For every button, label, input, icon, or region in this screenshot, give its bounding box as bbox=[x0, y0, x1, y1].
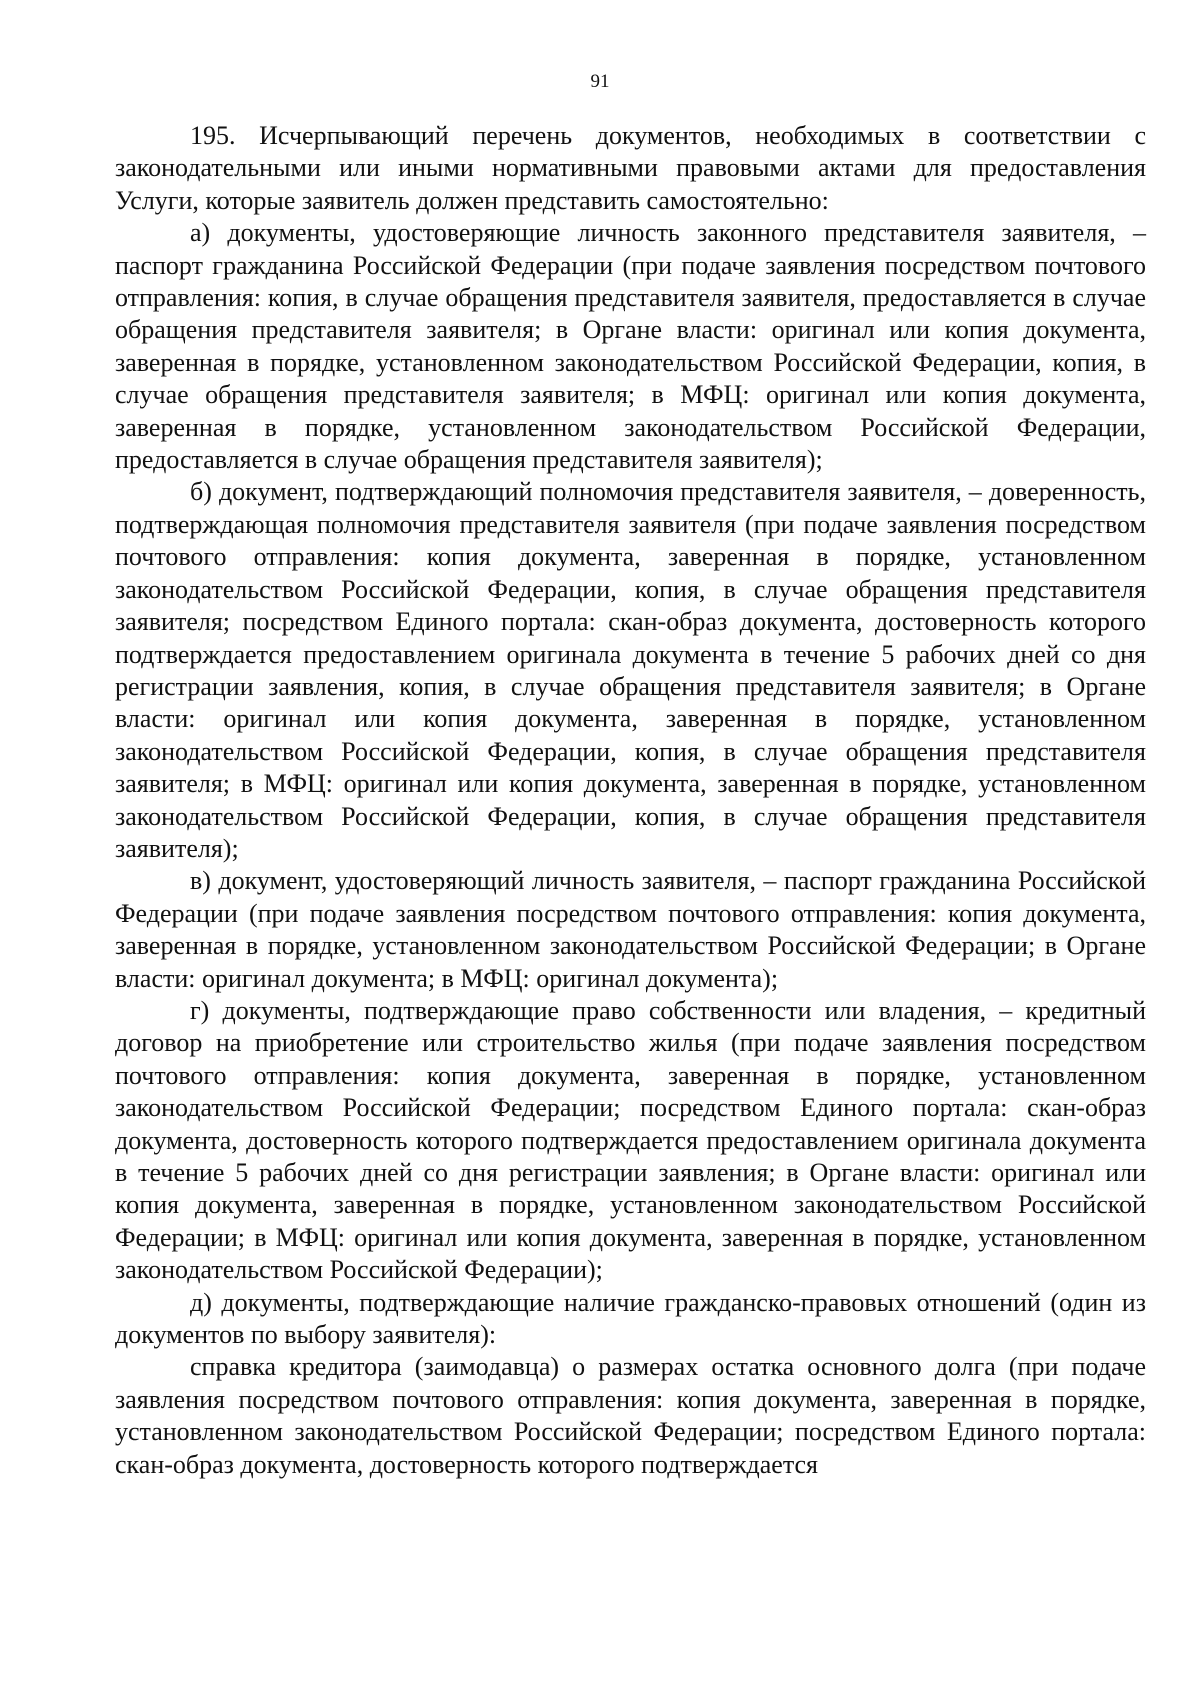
page-number: 91 bbox=[590, 71, 610, 92]
paragraph-item-g: г) документы, подтверждающие право собственности или владения, – кредитный договор на приобретение или строительство жилья (при подаче заявления посредством почтового отправления: копия документа, заверенная в порядке, установленном законодательством Российской Федерации; посредством Единого портала: скан-образ документа, достоверность которого подтверждается предоставлением оригинала документа в течение 5 рабочих дней со дня регистрации заявления; в Органе власти: оригинал или копия документа, заверенная в порядке, установленном законодательством Российской Федерации; в МФЦ: оригинал или копия документа, заверенная в порядке, установленном законодательством Российской Федерации); bbox=[115, 995, 1146, 1285]
paragraph-item-a: а) документы, удостоверяющие личность законного представителя заявителя, – паспорт гражданина Российской Федерации (при подаче заявления посредством почтового отправления: копия, в случае обращения представителя заявителя, предоставляется в случае обращения представителя заявителя; в Органе власти: оригинал или копия документа, заверенная в порядке, установленном законодательством Российской Федерации, копия, в случае обращения представителя заявителя; в МФЦ: оригинал или копия документа, заверенная в порядке, установленном законодательством Российской Федерации, предоставляется в случае обращения представителя заявителя); bbox=[115, 218, 1146, 475]
paragraph-creditor-certificate: справка кредитора (заимодавца) о размерах остатка основного долга (при подаче заявления посредством почтового отправления: копия документа, заверенная в порядке, установленном законодательством Российской Федерации; посредством Единого портала: скан-образ документа, достоверность которого подтверждается bbox=[115, 1352, 1146, 1479]
document-body bbox=[115, 120, 1146, 1481]
paragraph-item-b: б) документ, подтверждающий полномочия представителя заявителя, – доверенность, подтверждающая полномочия представителя заявителя (при подаче заявления посредством почтового отправления: копия документа, заверенная в порядке, установленном законодательством Российской Федерации, копия, в случае обращения представителя заявителя; посредством Единого портала: скан-образ документа, достоверность которого подтверждается предоставлением оригинала документа в течение 5 рабочих дней со дня регистрации заявления, копия, в случае обращения представителя заявителя; в Органе власти: оригинал или копия документа, заверенная в порядке, установленном законодательством Российской Федерации, копия, в случае обращения представителя заявителя; в МФЦ: оригинал или копия документа, заверенная в порядке, установленном законодательством Российской Федерации, копия, в случае обращения представителя заявителя); bbox=[115, 477, 1146, 863]
paragraph-195-intro: 195. Исчерпывающий перечень документов, необходимых в соответствии с законодательными или иными нормативными правовыми актами для предоставления Услуги, которые заявитель должен представить самостоятельно: bbox=[115, 121, 1146, 215]
paragraph-item-v: в) документ, удостоверяющий личность заявителя, – паспорт гражданина Российской Федерации (при подаче заявления посредством почтового отправления: копия документа, заверенная в порядке, установленном законодательством Российской Федерации; в Органе власти: оригинал документа; в МФЦ: оригинал документа); bbox=[115, 866, 1146, 993]
paragraph-item-d: д) документы, подтверждающие наличие гражданско-правовых отношений (один из документов по выбору заявителя): bbox=[115, 1287, 1146, 1350]
